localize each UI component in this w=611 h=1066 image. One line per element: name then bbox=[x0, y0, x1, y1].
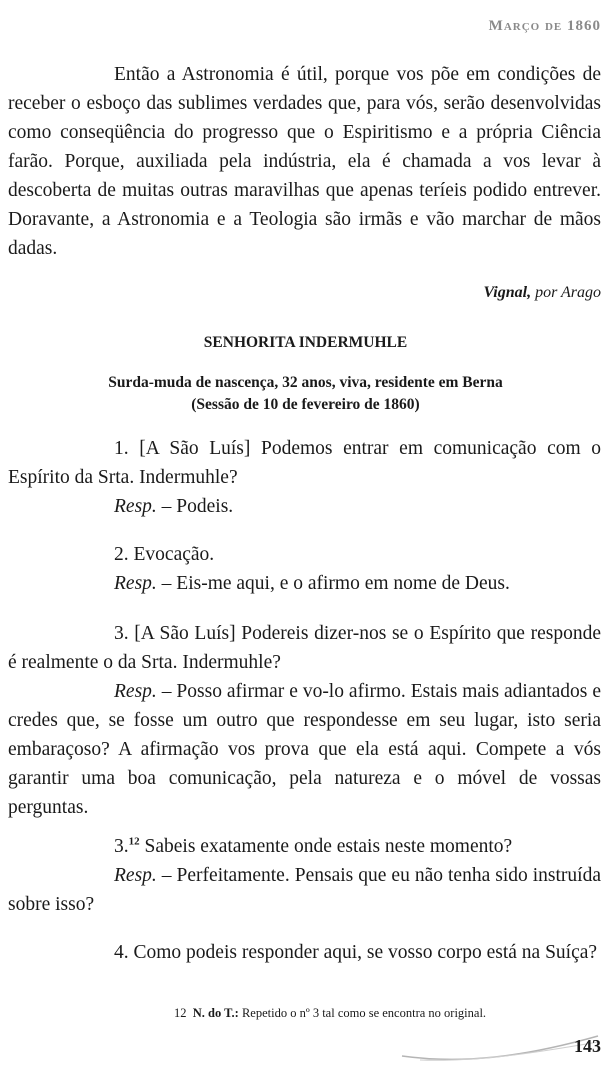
question-text: 1. [A São Luís] Podemos entrar em comunicação com o Espírito da Srta. Indermuhle? bbox=[8, 438, 601, 488]
resp-label: Resp. bbox=[114, 865, 157, 886]
qa-item-4 bbox=[8, 938, 601, 967]
footnote-label: N. do T.: bbox=[192, 1006, 239, 1020]
signature-attribution: por Arago bbox=[535, 284, 601, 301]
subtitle-line-2: (Sessão de 10 de fevereiro de 1860) bbox=[191, 396, 420, 413]
question-text: 3. [A São Luís] Podereis dizer-nos se o Espírito que responde é realmente o da Srta. Indermuhle? bbox=[8, 623, 601, 673]
qa-item-3 bbox=[8, 619, 601, 822]
page-swoosh-ornament bbox=[400, 1030, 600, 1064]
question-number: 3. bbox=[114, 836, 129, 857]
signature-name: Vignal, bbox=[483, 284, 532, 301]
answer-text: – Posso afirmar e vo-lo afirmo. Estais mais adiantados e credes que, se fosse um outro que respondesse em seu lugar, isto seria embaraçoso? A afirmação vos prova que ela está aqui. Compete a vós garantir uma boa comunicação, pela natureza e o móvel de vossas perguntas. bbox=[8, 681, 601, 818]
question-text: Sabeis exatamente onde estais neste momento? bbox=[144, 836, 513, 857]
footnote-ref: 12 bbox=[128, 835, 140, 848]
resp-label: Resp. bbox=[114, 496, 157, 517]
subtitle-line-1: Surda-muda de nascença, 32 anos, viva, residente em Berna bbox=[108, 374, 503, 391]
intro-text: Então a Astronomia é útil, porque vos põe em condições de receber o esboço das sublimes verdades que, para vós, serão desenvolvidas como conseqüência do progresso que o Espiritismo e a própria Ciência farão. Porque, auxiliada pela indústria, ela é chamada a vos levar à descoberta de muitas outras maravilhas que apenas teríeis podido entrever. Doravante, a Astronomia e a Teologia são irmãs e vão marchar de mãos dadas. bbox=[8, 64, 601, 259]
intro-paragraph bbox=[8, 60, 601, 263]
answer-text: – Eis-me aqui, e o afirmo em nome de Deus. bbox=[161, 573, 510, 594]
section-title: SENHORITA INDERMUHLE bbox=[203, 334, 408, 351]
footnote bbox=[174, 1006, 486, 1021]
answer bbox=[8, 569, 601, 598]
footnote-text: Repetido o nº 3 tal como se encontra no original. bbox=[241, 1006, 487, 1020]
question bbox=[8, 832, 601, 861]
signature bbox=[483, 284, 601, 302]
question-text: 2. Evocação. bbox=[114, 544, 215, 565]
section-subtitle bbox=[0, 372, 611, 416]
page-number: 143 bbox=[574, 1036, 601, 1056]
footnote-number: 12 bbox=[174, 1006, 187, 1020]
answer-text: – Perfeitamente. Pensais que eu não tenha sido instruída sobre isso? bbox=[8, 865, 602, 915]
resp-label: Resp. bbox=[114, 573, 157, 594]
answer bbox=[8, 492, 601, 521]
resp-label: Resp. bbox=[114, 681, 157, 702]
qa-item-1 bbox=[8, 434, 601, 521]
answer-text: – Podeis. bbox=[161, 496, 234, 517]
answer bbox=[8, 677, 601, 822]
qa-item-3-repeat bbox=[8, 832, 601, 919]
qa-item-2 bbox=[8, 540, 601, 598]
question-text: 4. Como podeis responder aqui, se vosso corpo está na Suíça? bbox=[114, 942, 598, 963]
answer bbox=[8, 861, 601, 919]
running-header: Março de 1860 bbox=[488, 18, 601, 34]
